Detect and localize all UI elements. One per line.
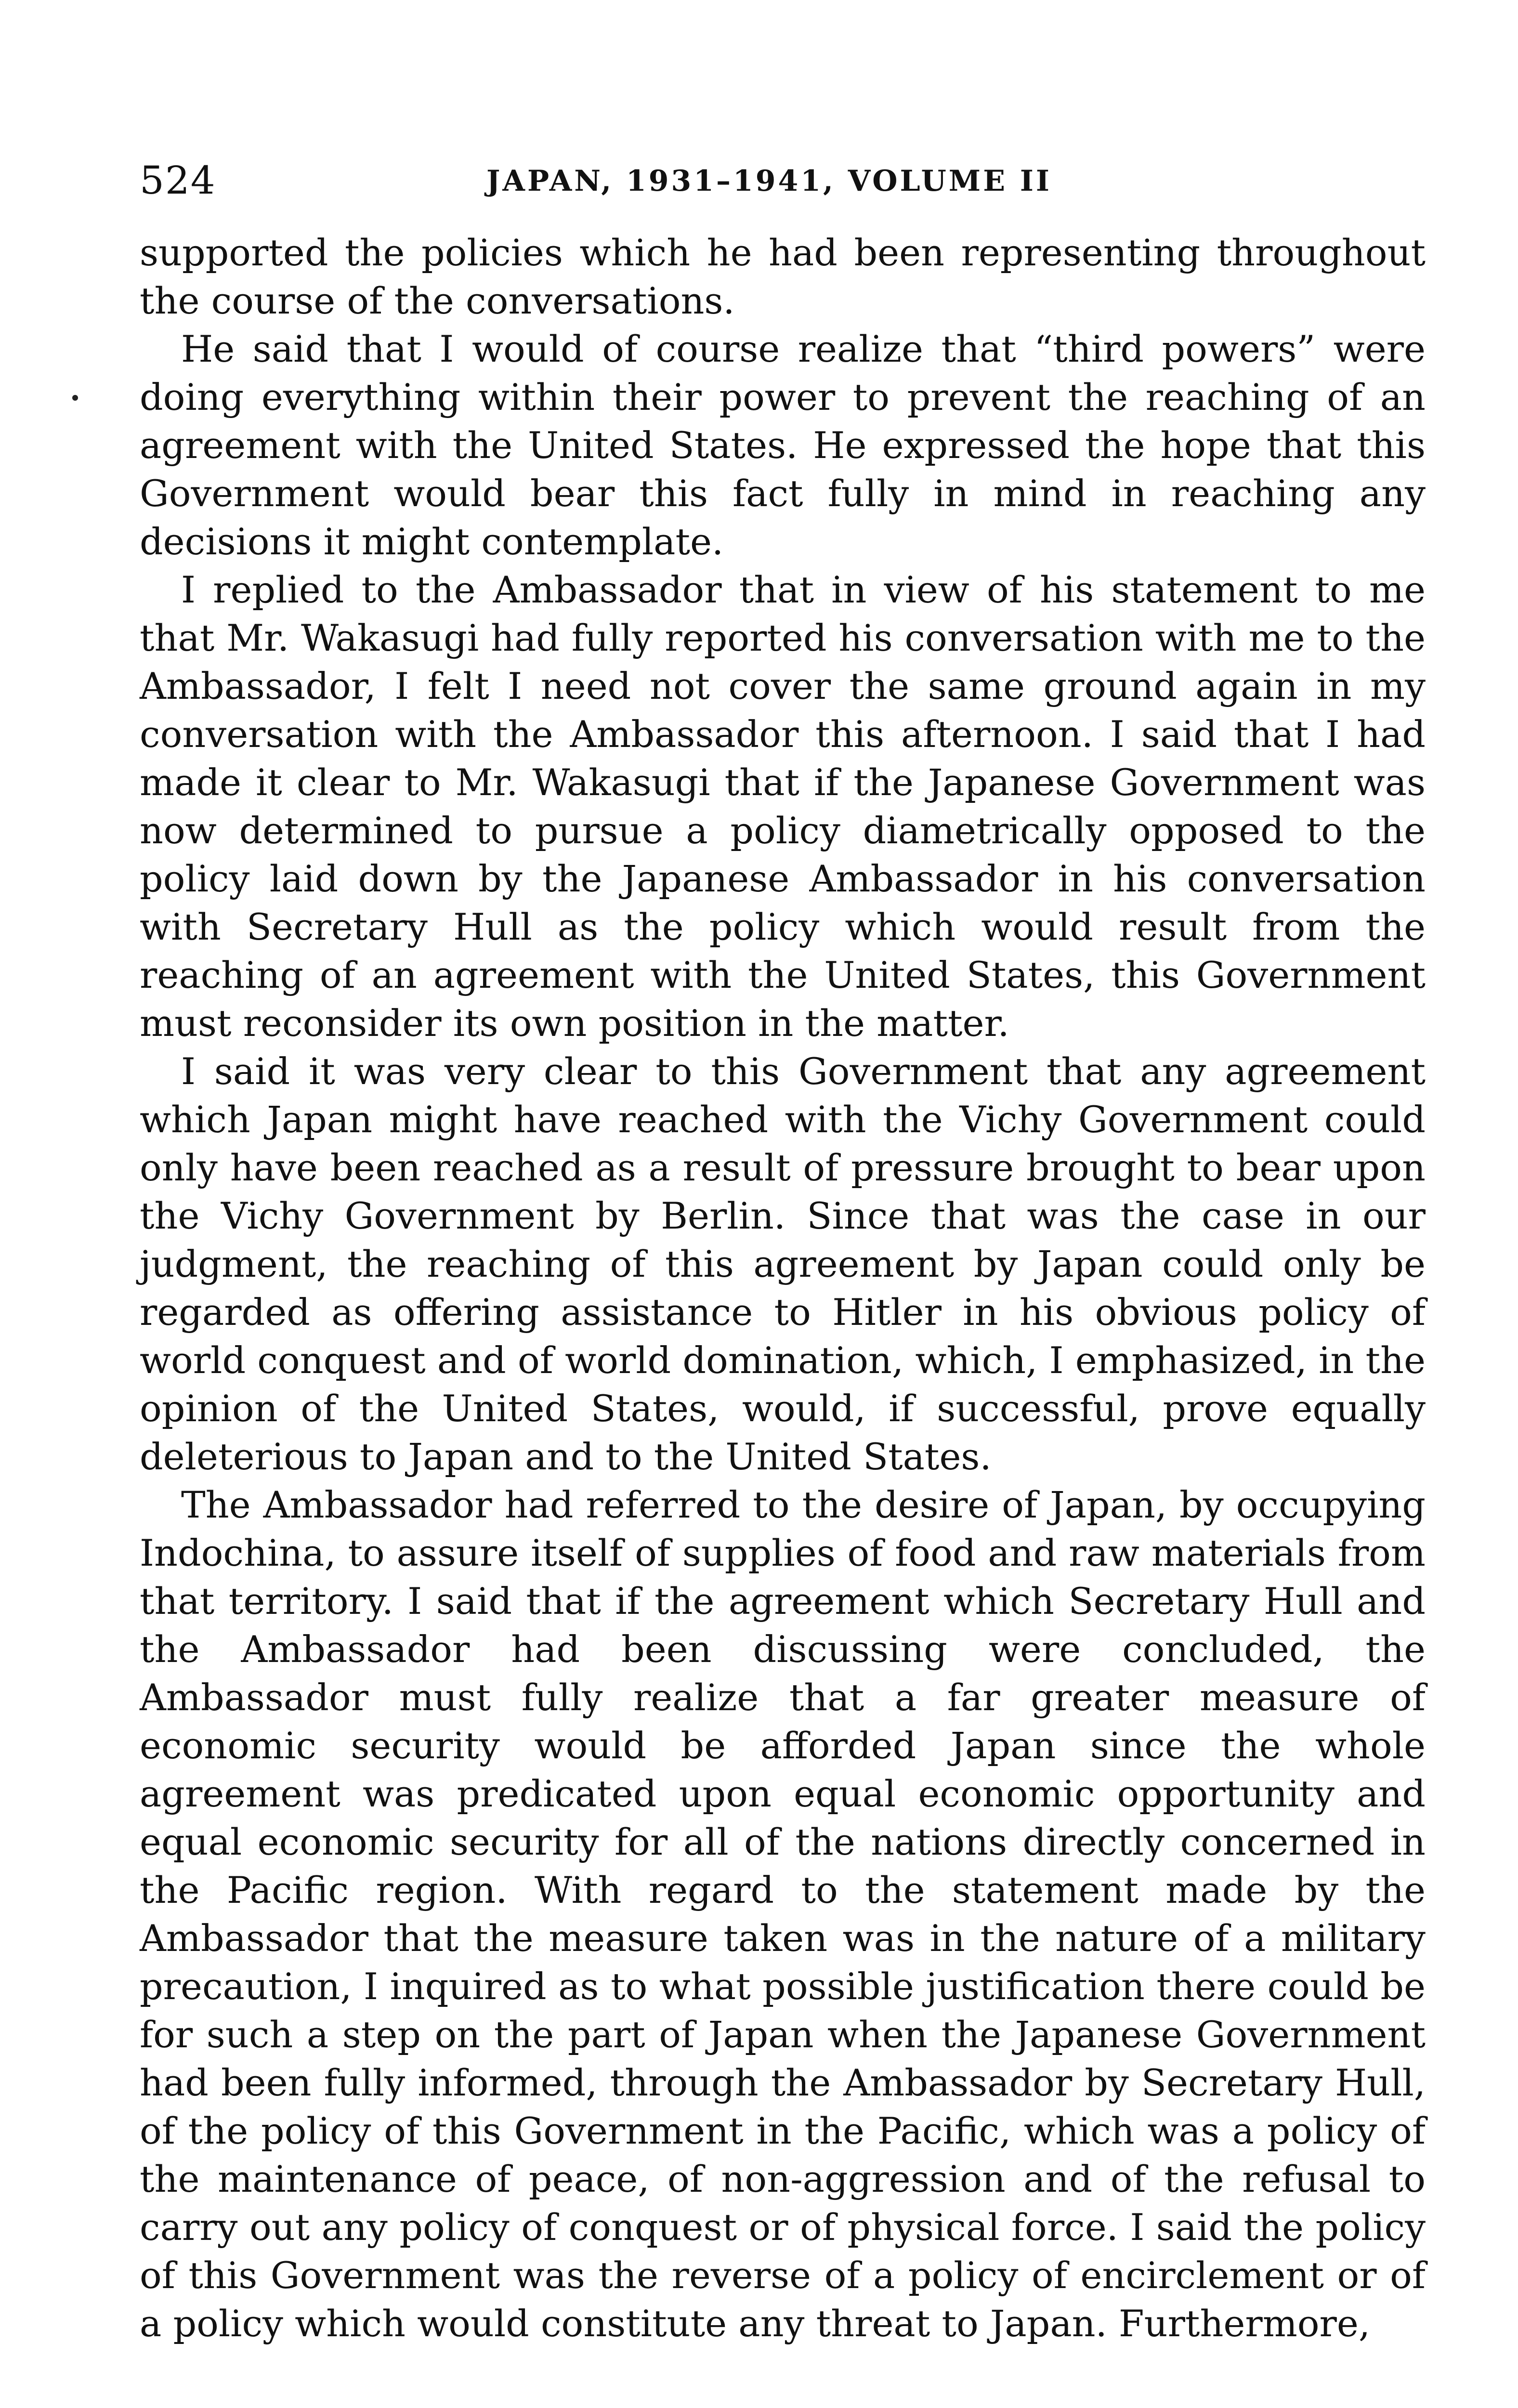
body-text	[140, 229, 1426, 2348]
margin-dot-mark	[72, 395, 78, 401]
paragraph-reply-wakasugi: I replied to the Ambassador that in view of his statement to me that Mr. Wakasugi had fully reported his conversation with me to the Ambassador, I felt I need not cover the same ground again in my conversation with the Ambassador this afternoon. I said that I had made it clear to Mr. Wakasugi that if the Japanese Government was now determined to pursue a policy diametrically opposed to the policy laid down by the Japanese Ambassador in his conversation with Secretary Hull as the policy which would result from the reaching of an agreement with the United States, this Government must reconsider its own position in the matter.	[140, 568, 1426, 1045]
running-title: JAPAN, 1931–1941, VOLUME II	[486, 164, 1052, 198]
running-head	[140, 154, 1426, 207]
paragraph-continuation: supported the policies which he had been representing throughout the course of the conversations.	[140, 231, 1426, 322]
page-number: 524	[140, 158, 216, 203]
paragraph-third-powers: He said that I would of course realize that “third powers” were doing everything within their power to prevent the reaching of an agreement with the United States. He expressed the hope that this Government would bear this fact fully in mind in reaching any decisions it might contemplate.	[140, 327, 1426, 563]
paragraph-vichy-agreement: I said it was very clear to this Government that any agreement which Japan might have reached with the Vichy Government could only have been reached as a result of pressure brought to bear upon the Vichy Government by Berlin. Since that was the case in our judgment, the reaching of this agreement by Japan could only be regarded as offering assistance to Hitler in his obvious policy of world conquest and of world domination, which, I emphasized, in the opinion of the United States, would, if successful, prove equally deleterious to Japan and to the United States.	[140, 1050, 1426, 1478]
paragraph-indochina: The Ambassador had referred to the desire of Japan, by occupying Indochina, to assure itself of supplies of food and raw materials from that territory. I said that if the agreement which Secretary Hull and the Ambassador had been discussing were concluded, the Ambassador must fully realize that a far greater measure of economic security would be afforded Japan since the whole agreement was predicated upon equal economic opportunity and equal economic security for all of the nations directly concerned in the Pacific region. With regard to the statement made by the Ambassador that the measure taken was in the nature of a military precaution, I inquired as to what possible justification there could be for such a step on the part of Japan when the Japanese Government had been fully informed, through the Ambassador by Secretary Hull, of the policy of this Government in the Pacific, which was a policy of the maintenance of peace, of non-aggression and of the refusal to carry out any policy of conquest or of physical force. I said the policy of this Government was the reverse of a policy of encirclement or of a policy which would constitute any threat to Japan. Furthermore,	[140, 1483, 1426, 2345]
